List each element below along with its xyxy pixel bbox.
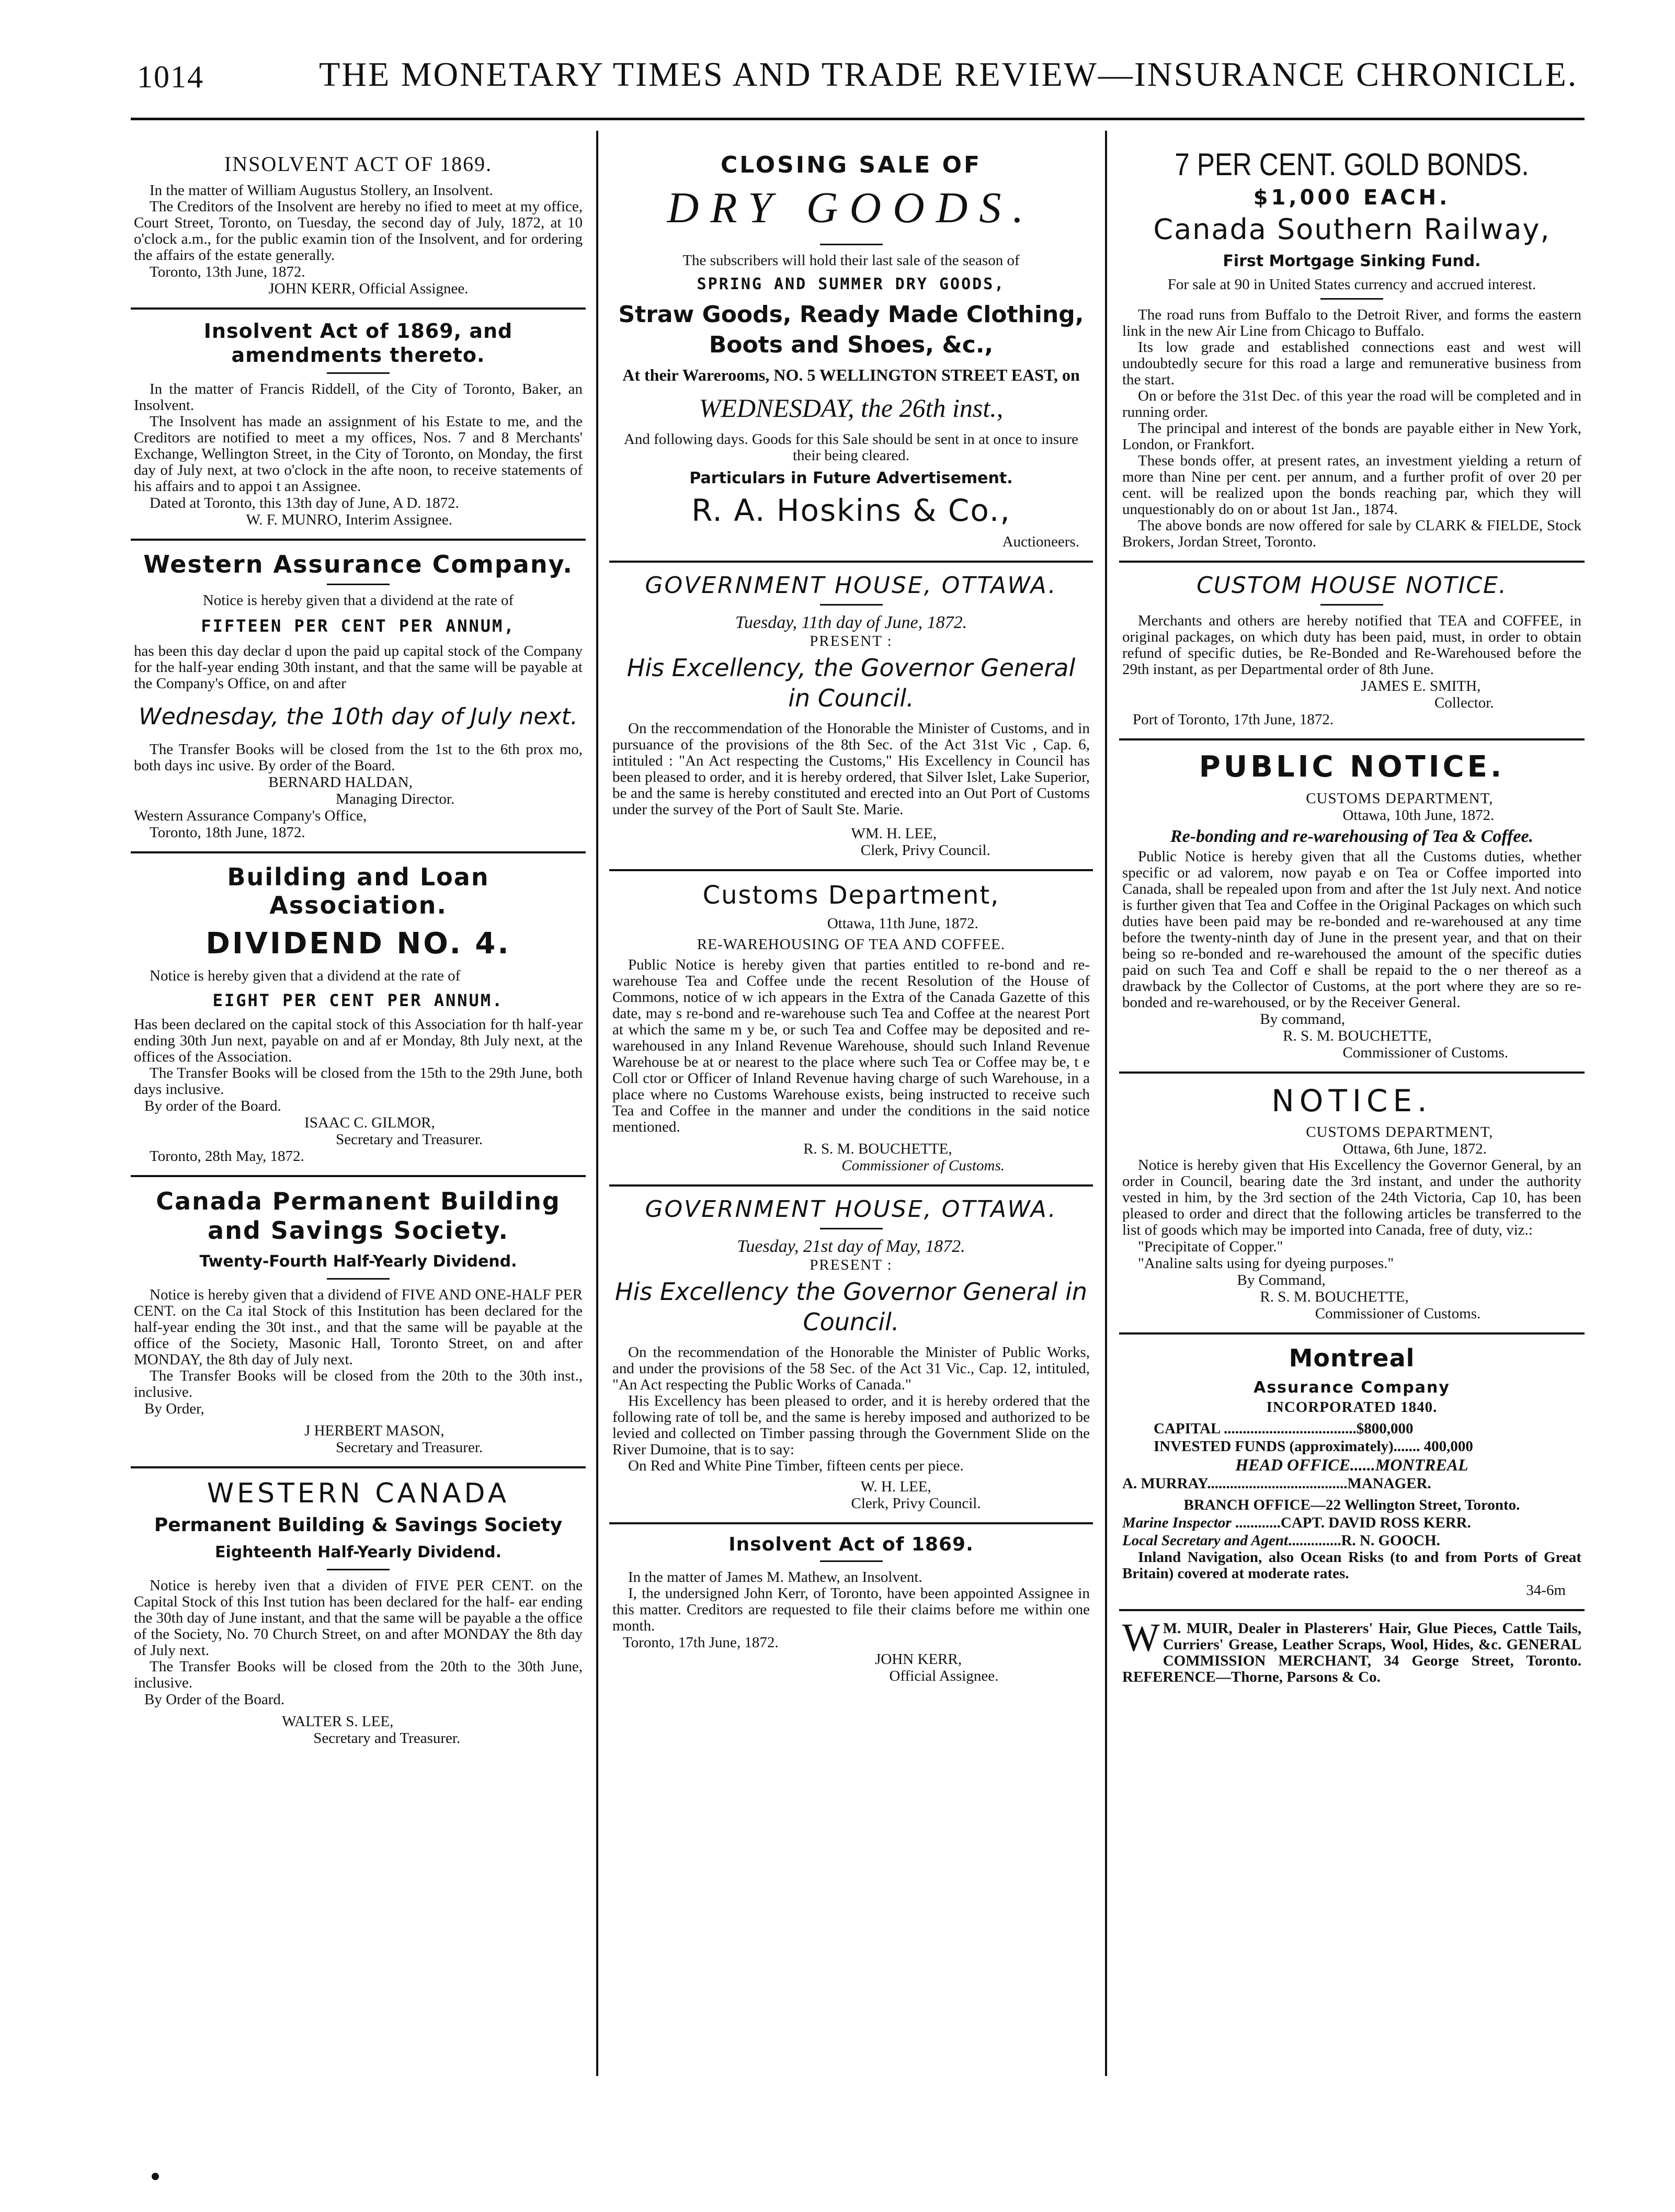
signature-title: Secretary and Treasurer. <box>336 1131 483 1148</box>
branch-line: BRANCH OFFICE—22 Wellington Street, Toronto. <box>1183 1497 1520 1513</box>
ad-body-2: Its low grade and established connections east and west will undoubtedly secure for this road a large and remunerative business from the start. <box>1122 339 1581 388</box>
signature-title: Secretary and Treasurer. <box>336 1439 483 1456</box>
page-mark <box>152 2173 159 2180</box>
canada-permanent-notice <box>131 1187 586 1456</box>
divider <box>1119 738 1585 740</box>
insolvent-riddell-notice <box>131 319 586 528</box>
western-canada-notice <box>131 1478 586 1747</box>
notice-heading: Customs Department, <box>702 881 1000 910</box>
column-divider-2 <box>1105 131 1107 2076</box>
divider <box>131 307 586 310</box>
inspector-name: CAPT. DAVID ROSS KERR. <box>1280 1514 1471 1531</box>
notice-body: Notice is hereby given that a dividend of FIVE AND ONE-HALF PER CENT. on the Ca ital Stock of this Institution has been declared for the half-year ending the 30t inst., and that the same will be payable at the office of the Society, Masonic Hall, Toronto Street, on and after MONDAY, the 8th day of July next. <box>134 1286 583 1368</box>
notice-subheading: Permanent Building & Savings Society <box>154 1514 563 1536</box>
signature-title: Commissioner of Customs. <box>841 1157 1005 1174</box>
manager-row <box>1122 1475 1581 1492</box>
ad-body-4: The principal and interest of the bonds are payable either in New York, London, or Frankfort. <box>1122 420 1581 453</box>
capital-value: $800,000 <box>1356 1420 1414 1437</box>
notice-heading: Western Assurance Company. <box>143 550 573 578</box>
leader-dots: .............. <box>1288 1532 1341 1549</box>
signature-name: R. S. M. BOUCHETTE, <box>803 1141 952 1157</box>
free-duty-notice <box>1119 1083 1585 1322</box>
montreal-assurance-ad <box>1119 1344 1585 1599</box>
ad-intro: The subscribers will hold their last sale of the season of <box>682 252 1020 269</box>
silver-islet-order <box>609 572 1093 859</box>
order-date: Tuesday, 21st day of May, 1872. <box>737 1237 965 1256</box>
leader-dots: ................................... <box>1220 1420 1357 1437</box>
notice-subheading: Twenty-Fourth Half-Yearly Dividend. <box>199 1252 517 1271</box>
notice-body-2: The Transfer Books will be closed from the 1st to the 6th prox mo, both days inc usive. By order of the Board. <box>134 741 583 774</box>
dumoine-slide-order <box>609 1196 1093 1512</box>
signature-title: Collector. <box>1434 694 1494 711</box>
ad-body-3: On or before the 31st Dec. of this year the road will be completed and in running order. <box>1122 387 1581 420</box>
signature-name: ISAAC C. GILMOR, <box>304 1114 435 1131</box>
divider <box>609 561 1093 563</box>
divider <box>1119 1609 1585 1611</box>
public-notice <box>1119 750 1585 1061</box>
signature-name: J HERBERT MASON, <box>304 1422 445 1439</box>
notice-date: Port of Toronto, 17th June, 1872. <box>1133 711 1334 728</box>
insolvent-stollery-notice <box>131 152 586 297</box>
dividend-rate: FIFTEEN PER CENT PER ANNUM, <box>201 616 516 636</box>
notice-body: The Creditors of the Insolvent are hereby no ified to meet at my office, Court Street, Toronto, on Tuesday, the second day of July, 1872, at 10 o'clock a.m., for the public examin tion of the Insolvent, and for ordering the affairs of the estate generally. <box>134 198 583 264</box>
notice-body: Notice is hereby iven that a dividen of FIVE PER CENT. on the Capital Stock of this Inst tution has been declared for the half- ear ending the 30th day of June instant, and that the same will be payable a the office of the Society, No. 70 Church Street, on and after MONDAY the 8th day of July next. <box>134 1577 583 1659</box>
excellency-line: His Excellency the Governor General in Council. <box>615 1278 1087 1336</box>
signature-title: Clerk, Privy Council. <box>860 842 990 859</box>
notice-subject: Re-bonding and re-warehousing of Tea & Coffee. <box>1170 827 1534 846</box>
secretary-name: R. N. GOOCH. <box>1341 1532 1440 1549</box>
fund-name: First Mortgage Sinking Fund. <box>1223 252 1481 270</box>
notice-body: Notice is hereby given that His Excellency the Governor General, by an order in Council, bearing date the 3rd instant, and under the authority vested in him, by the 3rd section of the 24th Victoria, Cap 10, has been pleased to order and direct that the following articles be transferred to the list of goods which may be imported into Canada, free of duty, viz.: <box>1122 1157 1581 1238</box>
column-3 <box>1119 136 1585 2102</box>
short-rule <box>327 372 390 374</box>
notice-date: Dated at Toronto, this 13th day of June, A D. 1872. <box>150 495 459 511</box>
signature-name: R. S. M. BOUCHETTE, <box>1260 1289 1409 1305</box>
signature-name: W. H. LEE, <box>860 1478 931 1495</box>
notice-date: Toronto, 28th May, 1872. <box>150 1148 304 1165</box>
divider <box>609 869 1093 871</box>
short-rule <box>1320 298 1383 300</box>
dry-goods-sale-ad <box>609 152 1093 550</box>
notice-body-2: The Transfer Books will be closed from the 20th to the 30th June, inclusive. <box>134 1658 583 1691</box>
divider <box>1119 1071 1585 1074</box>
notice-date: Ottawa, 6th June, 1872. <box>1342 1141 1487 1157</box>
short-rule <box>820 244 883 245</box>
notice-date: Toronto, 17th June, 1872. <box>623 1634 779 1651</box>
company-name: Montreal <box>1289 1344 1415 1372</box>
ad-role: Auctioneers. <box>1002 533 1079 550</box>
page-number: 1014 <box>137 60 204 94</box>
insolvent-mathew-notice <box>609 1534 1093 1684</box>
western-assurance-notice <box>131 550 586 841</box>
ad-body-5: These bonds offer, at present rates, an investment yielding a return of more than Nine per cent. per annum, and a further profit of over 20 per cent. will be realized upon the bonds reaching par, which they will unquestionably do on or about 1st Jan., 1874. <box>1122 452 1581 518</box>
signature-title: Commissioner of Customs. <box>1315 1305 1481 1322</box>
invested-label: INVESTED FUNDS (approximately) <box>1154 1438 1394 1455</box>
dept-line: CUSTOMS DEPARTMENT, <box>1306 1124 1494 1141</box>
matter-line: In the matter of James M. Mathew, an Insolvent. <box>628 1569 922 1586</box>
order-line: By Order, <box>144 1400 204 1417</box>
command-line: By command, <box>1260 1011 1346 1028</box>
matter-line: In the matter of Francis Riddell, of the City of Toronto, Baker, an Insolvent. <box>134 381 583 414</box>
invested-row <box>1122 1438 1581 1455</box>
notice-date: Ottawa, 10th June, 1872. <box>1342 807 1495 824</box>
manager-title: MANAGER. <box>1347 1475 1431 1492</box>
ad-ref: 34-6m <box>1526 1582 1566 1599</box>
railway-name: Canada Southern Railway, <box>1153 213 1551 246</box>
notice-heading: Insolvent Act of 1869. <box>728 1534 974 1555</box>
office-line: Western Assurance Company's Office, <box>134 807 367 824</box>
notice-date: Toronto, 18th June, 1872. <box>150 824 305 841</box>
short-rule <box>820 1228 883 1229</box>
ad-firm: R. A. Hoskins & Co., <box>691 493 1011 528</box>
secretary-row <box>1122 1532 1581 1549</box>
publication-title: THE MONETARY TIMES AND TRADE REVIEW—INSURANCE CHRONICLE. <box>319 55 1578 94</box>
secretary-label: Local Secretary and Agent <box>1122 1532 1289 1549</box>
notice-date: Ottawa, 11th June, 1872. <box>827 915 978 932</box>
order-body: On the recommendation of the Honorable the Minister of Public Works, and under the provisions of the 58 Sec. of the Act 31 Vic., Cap. 12, intituled, "An Act respecting the Public Works of Canada." <box>612 1344 1090 1393</box>
short-rule <box>327 1569 390 1570</box>
ad-goods-line: SPRING AND SUMMER DRY GOODS, <box>697 275 1006 293</box>
short-rule <box>820 604 883 606</box>
order-body-2: His Excellency has been pleased to order, and it is hereby ordered that the following rate of toll be, and the same is hereby imposed and authorized to be levied and collected on Timber passing through the Government Slide on the River Dumoine, that is to say: <box>612 1393 1090 1458</box>
payment-date: Wednesday, the 10th day of July next. <box>139 703 578 730</box>
column-2 <box>609 136 1093 2102</box>
ad-heading: CLOSING SALE OF <box>720 152 982 178</box>
notice-subheading-2: Eighteenth Half-Yearly Dividend. <box>214 1543 502 1561</box>
building-loan-notice <box>131 863 586 1165</box>
column-divider-1 <box>596 131 598 2076</box>
ad-subheading: $1,000 EACH. <box>1253 186 1451 210</box>
inspector-row <box>1122 1514 1581 1532</box>
notice-heading: NOTICE. <box>1271 1083 1432 1119</box>
signature: JOHN KERR, Official Assignee. <box>268 280 469 297</box>
notice-heading: Building and Loan Association. <box>227 863 489 919</box>
notice-heading: Canada Permanent Building and Savings Society. <box>156 1187 561 1245</box>
short-rule <box>1320 604 1383 606</box>
ad-body: And following days. Goods for this Sale should be sent in at once to insure their being cleared. <box>623 431 1079 464</box>
short-rule <box>820 1560 883 1562</box>
command-line: By Command, <box>1237 1272 1326 1289</box>
notice-date: Toronto, 13th June, 1872. <box>150 264 305 280</box>
capital-row <box>1122 1420 1581 1438</box>
ad-body: The road runs from Buffalo to the Detroit River, and forms the eastern link in the new Air Line from Chicago to Buffalo. <box>1122 306 1581 339</box>
notice-body-2: The Transfer Books will be closed from the 15th to the 29th June, both days inclusive. <box>134 1065 583 1098</box>
notice-heading: Insolvent Act of 1869, and amendments thereto. <box>203 320 513 367</box>
divider <box>131 851 586 853</box>
divider <box>131 1175 586 1177</box>
ad-body: Inland Navigation, also Ocean Risks (to and from Ports of Great Britain) covered at moderate rates. <box>1122 1549 1581 1582</box>
present-line: PRESENT : <box>810 633 893 649</box>
divider <box>609 1184 1093 1187</box>
head-office-line: HEAD OFFICE......MONTREAL <box>1235 1455 1468 1474</box>
signature-name: WALTER S. LEE, <box>282 1713 394 1730</box>
order-body-3: On Red and White Pine Timber, fifteen cents per piece. <box>628 1457 964 1474</box>
notice-body: I, the undersigned John Kerr, of Toronto, have been appointed Assignee in this matter. Creditors are requested to file their claims before me within one month. <box>612 1585 1090 1634</box>
divider <box>131 539 586 541</box>
notice-heading: WESTERN CANADA <box>207 1478 510 1509</box>
dividend-heading: DIVIDEND NO. 4. <box>206 927 511 961</box>
leader-dots: ....... <box>1393 1438 1424 1455</box>
incorporated-line: INCORPORATED 1840. <box>1266 1399 1438 1416</box>
manager-name: A. MURRAY <box>1122 1475 1207 1492</box>
notice-intro: Notice is hereby given that a dividend at the rate of <box>202 592 514 609</box>
notice-body: The Insolvent has made an assignment of his Estate to me, and the Creditors are notified to meet a my offices, Nos. 7 and 8 Merchants' Exchange, Wellington Street, in the City of Toronto, on Monday, the first day of July next, at two o'clock in the afte noon, to receive statements of his affairs and to appoi t an Assignee. <box>134 413 583 495</box>
signature-title: Managing Director. <box>336 791 455 807</box>
ad-particulars: Particulars in Future Advertisement. <box>689 469 1013 487</box>
custom-house-notice <box>1119 572 1585 728</box>
signature-title: Official Assignee. <box>889 1668 999 1684</box>
company-subname: Assurance Company <box>1254 1378 1450 1397</box>
ad-heading: 7 PER CENT. GOLD BONDS. <box>1175 147 1529 182</box>
customs-department-notice <box>609 881 1093 1174</box>
leader-dots: ............ <box>1231 1514 1281 1531</box>
divider <box>1119 1332 1585 1335</box>
matter-line: In the matter of William Augustus Stollery, an Insolvent. <box>150 182 493 199</box>
notice-subject: RE-WAREHOUSING OF TEA AND COFFEE. <box>697 936 1006 953</box>
short-rule <box>327 584 390 585</box>
drop-cap: W <box>1122 1616 1160 1660</box>
signature-name: BERNARD HALDAN, <box>268 774 413 791</box>
notice-body: Merchants and others are hereby notified that TEA and COFFEE, in original packages, on which duty has been paid, must, in order to obtain refund of specific duties, be Re-Bonded and Re-Warehoused before the 29th instant, as per Departmental order of 8th June. <box>1122 612 1581 678</box>
article-2: "Analine salts using for dyeing purposes." <box>1138 1255 1394 1272</box>
order-date: Tuesday, 11th day of June, 1872. <box>735 613 967 632</box>
notice-body: Public Notice is hereby given that parties entitled to re-bond and re-warehouse Tea and Coffee unde the recent Resolution of the House of Commons, notice of w ich appears in the Extra of the Canada Gazette of this date, may s re-bond and re-warehouse such Tea and Coffee at the nearest Port at which the same m y be, or such Tea and Coffee may be deposited and re-warehoused in any Inland Revenue Warehouse, should such Inland Revenue Warehouse be at or nearest to the place where such Tea or Coffee may be, t e Coll ctor or Officer of Inland Revenue having charge of such Warehouse, in a place where no Customs Warehouse exists, being instructed to receive such Tea and Coffee in the manner and under the conditions in the said notice mentioned. <box>612 956 1090 1135</box>
signature-name: WM. H. LEE, <box>851 825 937 842</box>
sale-line: For sale at 90 in United States currency and accrued interest. <box>1167 276 1536 293</box>
signature-title: Secretary and Treasurer. <box>313 1730 461 1747</box>
muir-dealer-ad <box>1119 1616 1585 1685</box>
order-heading: GOVERNMENT HOUSE, OTTAWA. <box>645 572 1057 599</box>
divider <box>1119 561 1585 563</box>
header-rule <box>131 118 1585 120</box>
signature-name: R. S. M. BOUCHETTE, <box>1283 1028 1432 1044</box>
order-body: On the reccommendation of the Honorable the Minister of Customs, and in pursuance of the provisions of the 8th Sec. of the Act 31st Vic , Cap. 6, intituled : "An Act respecting the Customs," His Excellency in Council has been pleased to order, and it is hereby ordered, that Silver Islet, Lake Superior, be and the same is hereby constituted and erected into an Out Port of Customs under the survey of the Port of Sault Ste. Marie. <box>612 720 1090 818</box>
notice-body: has been this day declar d upon the paid up capital stock of the Company for the half-year ending 30th instant, and that the same will be payable at the Company's Office, on and after <box>134 643 583 692</box>
notice-intro: Notice is hereby given that a dividend at the rate of <box>150 967 461 984</box>
inspector-label: Marine Inspector <box>1122 1514 1232 1531</box>
gold-bonds-ad <box>1119 146 1585 550</box>
signature: W. F. MUNRO, Interim Assignee. <box>246 511 453 528</box>
signature-title: Clerk, Privy Council. <box>851 1495 981 1512</box>
page-header <box>0 55 1675 128</box>
divider <box>131 1466 586 1468</box>
notice-body: Has been declared on the capital stock of this Association for th half-year ending 30th Jun next, payable on and af er Monday, 8th July next, at the offices of the Association. <box>134 1016 583 1065</box>
excellency-line: His Excellency, the Governor General in Council. <box>626 654 1076 712</box>
notice-heading: INSOLVENT ACT OF 1869. <box>224 152 493 176</box>
present-line: PRESENT : <box>810 1257 893 1273</box>
dividend-rate: EIGHT PER CENT PER ANNUM. <box>212 990 504 1010</box>
signature-name: JAMES E. SMITH, <box>1361 678 1481 694</box>
ad-goods-line-2: Straw Goods, Ready Made Clothing, Boots and Shoes, &c., <box>618 301 1084 358</box>
notice-heading: PUBLIC NOTICE. <box>1199 750 1505 784</box>
capital-label: CAPITAL <box>1154 1420 1220 1437</box>
notice-body: Public Notice is hereby given that all the Customs duties, whether specific or ad valorem, now payab e on Tea or Coffee imported into Canada, shall be repealed upon from and after the 1st July next. And notice is further given that Tea and Coffee in the Original Packages on which such duties have been paid may be re-bonded and re-warehoused at any time before the twenty-ninth day of June in the present year, and that on their being so re-bonded and re-warehoused the amount of the specific duties paid on such Tea and Coff e shall be repaid to the o ner thereof as a drawback by the Collector of Customs, at the port where they are so re-bonded and re-warehoused, or by the Receiver General. <box>1122 848 1581 1011</box>
order-heading: GOVERNMENT HOUSE, OTTAWA. <box>645 1196 1057 1223</box>
order-line: By Order of the Board. <box>144 1691 285 1708</box>
invested-value: 400,000 <box>1423 1438 1473 1455</box>
article-1: "Precipitate of Copper." <box>1138 1238 1283 1255</box>
ad-big-heading: DRY GOODS. <box>667 184 1035 232</box>
column-1 <box>131 136 586 2102</box>
divider <box>609 1522 1093 1524</box>
notice-heading: CUSTOM HOUSE NOTICE. <box>1197 572 1507 599</box>
signature-name: JOHN KERR, <box>875 1651 962 1668</box>
leader-dots: ..................................... <box>1207 1475 1348 1492</box>
notice-body-2: The Transfer Books will be closed from the 20th to the 30th inst., inclusive. <box>134 1367 583 1400</box>
short-rule <box>327 1278 390 1280</box>
ad-body: M. MUIR, Dealer in Plasterers' Hair, Glue Pieces, Cattle Tails, Curriers' Grease, Leather Scraps, Wool, Hides, &c. GENERAL COMMISSION MERCHANT, 34 George Street, Toronto. REFERENCE—Thorne, Parsons & Co. <box>1122 1620 1581 1685</box>
order-line: By order of the Board. <box>144 1098 281 1114</box>
ad-body-6: The above bonds are now offered for sale by CLARK & FIELDE, Stock Brokers, Jordan Street, Toronto. <box>1122 517 1581 550</box>
ad-location: At their Warerooms, NO. 5 WELLINGTON STREET EAST, on <box>622 366 1080 384</box>
ad-date: WEDNESDAY, the 26th inst., <box>699 393 1004 423</box>
dept-line: CUSTOMS DEPARTMENT, <box>1306 790 1494 807</box>
signature-title: Commissioner of Customs. <box>1342 1044 1509 1061</box>
